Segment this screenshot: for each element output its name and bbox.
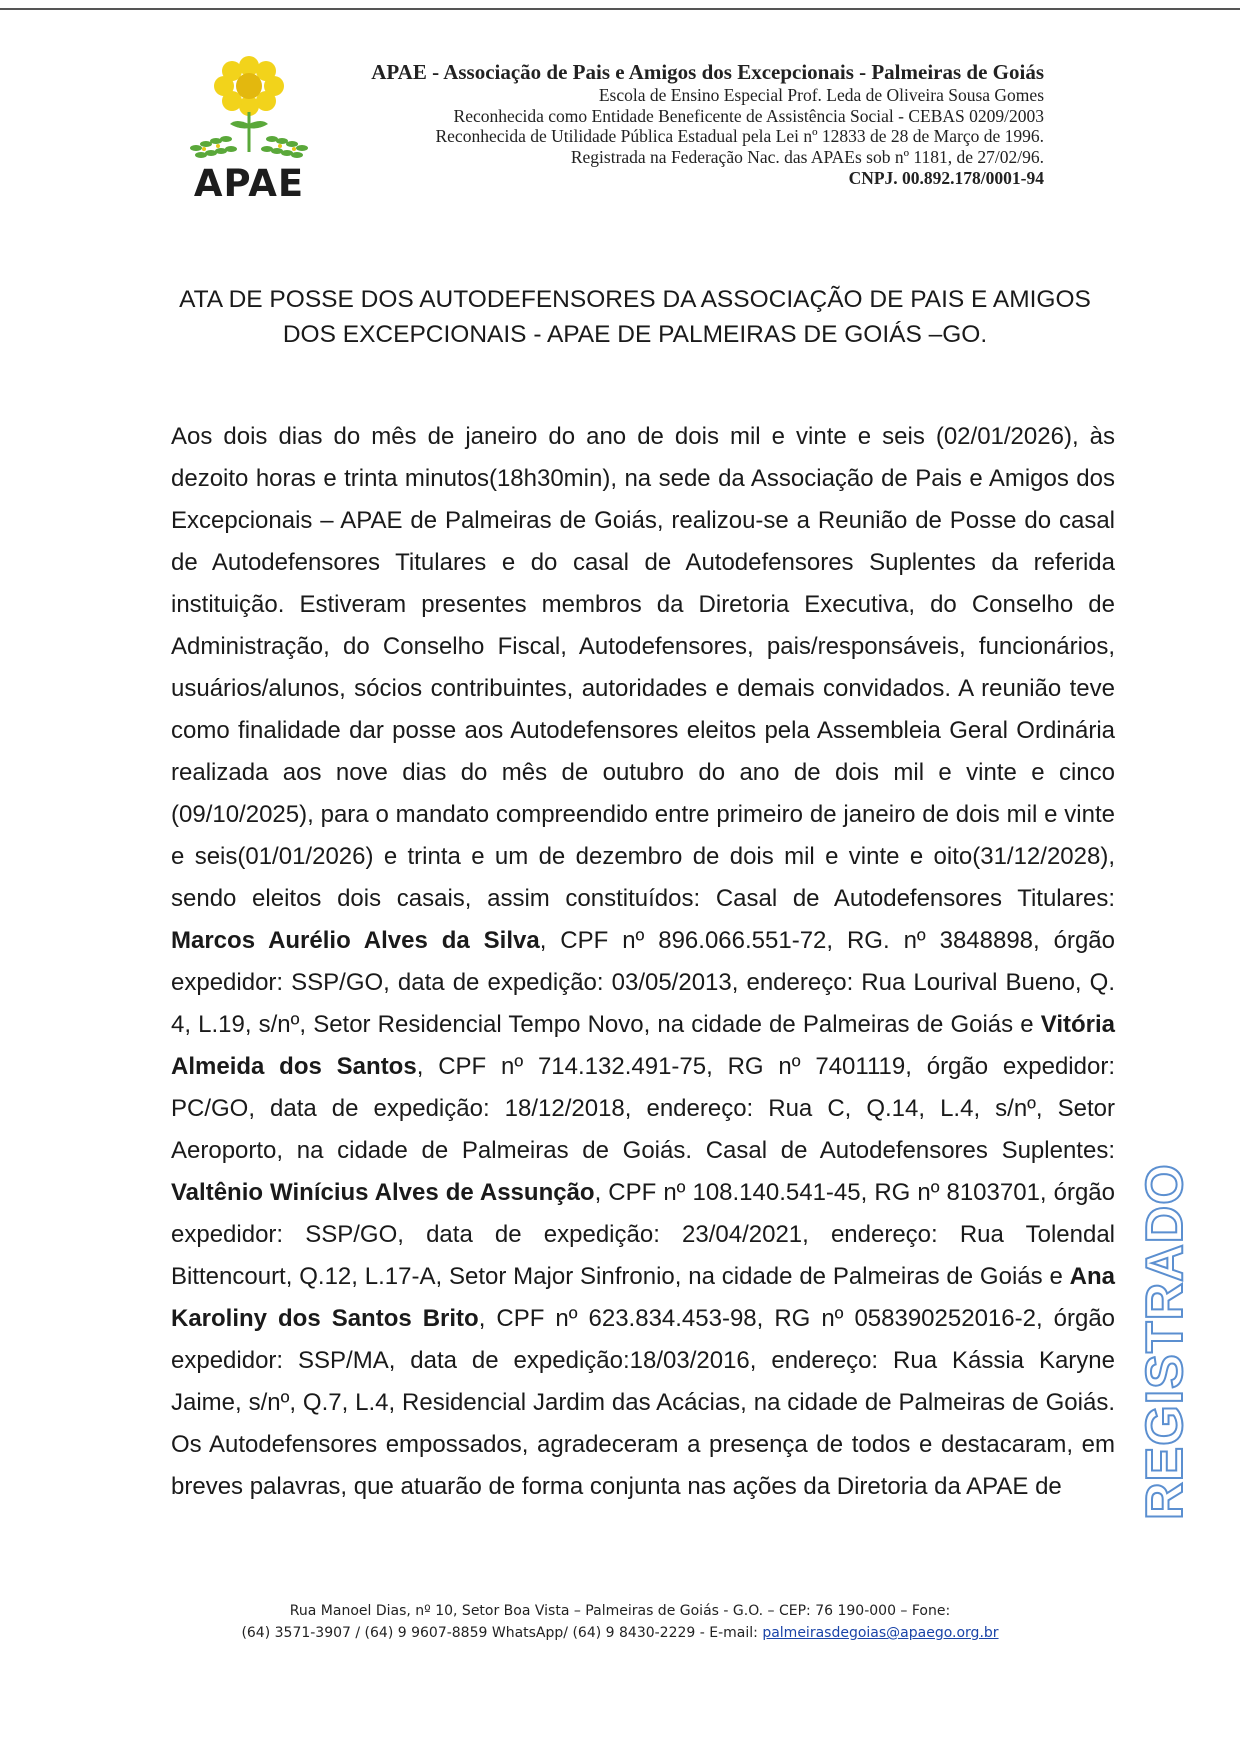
letterhead-line-school: Escola de Ensino Especial Prof. Leda de Oliveira Sousa Gomes bbox=[598, 85, 1044, 105]
letterhead-line-law: Reconhecida de Utilidade Pública Estadual pela Lei nº 12833 de 28 de Março de 1996. bbox=[435, 126, 1044, 146]
footer-email-link[interactable]: palmeirasdegoias@apaego.org.br bbox=[762, 1625, 999, 1641]
cnpj: CNPJ. 00.892.178/0001-94 bbox=[848, 168, 1044, 188]
letterhead-line-federation: Registrada na Federação Nac. das APAEs sob nº 1181, de 27/02/96. bbox=[570, 146, 1044, 167]
title-line-1: ATA DE POSSE DOS AUTODEFENSORES DA ASSOCIAÇÃO DE PAIS E AMIGOS bbox=[179, 286, 1091, 313]
logo-text: APAE bbox=[193, 162, 305, 205]
titular-name-2: Vitória Almeida dos Santos bbox=[171, 1011, 1115, 1080]
body-text-5: , CPF nº 623.834.453-98, RG nº 058390252016-2, órgão expedidor: SSP/MA, data de expedição:18/03/2016, endereço: Rua Kássia Karyne Jaime, s/nº, Q.7, L.4, Residencial Jardim das Acácias, na cidade de Palmeiras de Goiás. Os Autodefensores empossados, agradeceram a presença de todos e destacaram, em breves palavras, que atuarão de forma conjunta nas ações da Diretoria da APAE de bbox=[171, 1305, 1116, 1500]
letterhead bbox=[284, 60, 1044, 189]
title-line-2: DOS EXCEPCIONAIS - APAE DE PALMEIRAS DE GOIÁS –GO. bbox=[282, 321, 988, 348]
top-rule bbox=[0, 8, 1240, 10]
letterhead-line-cebas: Reconhecida como Entidade Beneficente de Assistência Social - CEBAS 0209/2003 bbox=[453, 105, 1044, 126]
org-name: APAE - Associação de Pais e Amigos dos Excepcionais - Palmeiras de Goiás bbox=[371, 60, 1044, 84]
body-text-1: Aos dois dias do mês de janeiro do ano de dois mil e vinte e seis (02/01/2026), às dezoito horas e trinta minutos(18h30min), na sede da Associação de Pais e Amigos dos Excepcionais – APAE de Palmeiras de Goiás, realizou-se a Reunião de Posse do casal de Autodefensores Titulares e do casal de Autodefensores Suplentes da referida instituição. Estiveram presentes membros da Diretoria Executiva, do Conselho de Administração, do Conselho Fiscal, Autodefensores, pais/responsáveis, funcionários, usuários/alunos, sócios contribuintes, autoridades e demais convidados. A reunião teve como finalidade dar posse aos Autodefensores eleitos pela Assembleia Geral Ordinária realizada aos nove dias do mês de outubro do ano de dois mil e vinte e cinco (09/10/2025), para o mandato compreendido entre primeiro de janeiro de dois mil e vinte e seis(01/01/2026) e trinta e um de dezembro de dois mil e vinte e oito(31/12/2028), sendo eleitos dois casais, assim constituídos: Casal de Autodefensores Titulares: bbox=[171, 423, 1115, 912]
suplente-name-2: Ana Karoliny dos Santos Brito bbox=[171, 1263, 1115, 1332]
footer bbox=[170, 1600, 1070, 1644]
minutes-body bbox=[171, 416, 1115, 1508]
titular-name-1: Marcos Aurélio Alves da Silva bbox=[171, 927, 540, 954]
body-text-3: , CPF nº 714.132.491-75, RG nº 7401119, órgão expedidor: PC/GO, data de expedição: 18/12/2018, endereço: Rua C, Q.14, L.4, s/nº, Setor Aeroporto, na cidade de Palmeiras de Goiás. Casal de Autodefensores Suplentes: bbox=[171, 1053, 1115, 1164]
registrado-stamp: REGISTRADO bbox=[1136, 1163, 1194, 1520]
footer-address: Rua Manoel Dias, nº 10, Setor Boa Vista – Palmeiras de Goiás - G.O. – CEP: 76 190-000 – Fone: bbox=[289, 1603, 951, 1619]
body-text-4: , CPF nº 108.140.541-45, RG nº 8103701, órgão expedidor: SSP/GO, data de expedição: 23/04/2021, endereço: Rua Tolendal Bittencourt, Q.12, L.17-A, Setor Major Sinfronio, na cidade de Palmeiras de Goiás e bbox=[171, 1179, 1116, 1290]
suplente-name-1: Valtênio Winícius Alves de Assunção bbox=[171, 1179, 595, 1206]
footer-contacts bbox=[170, 1622, 1070, 1644]
body-text-2: , CPF nº 896.066.551-72, RG. nº 3848898, órgão expedidor: SSP/GO, data de expedição: 03/05/2013, endereço: Rua Lourival Bueno, Q. 4, L.19, s/nº, Setor Residencial Tempo Novo, na cidade de Palmeiras de Goiás e bbox=[171, 927, 1115, 1038]
document-title bbox=[160, 282, 1110, 352]
footer-phones: (64) 3571-3907 / (64) 9 9607-8859 WhatsApp/ (64) 9 8430-2229 - E-mail: bbox=[241, 1625, 763, 1641]
